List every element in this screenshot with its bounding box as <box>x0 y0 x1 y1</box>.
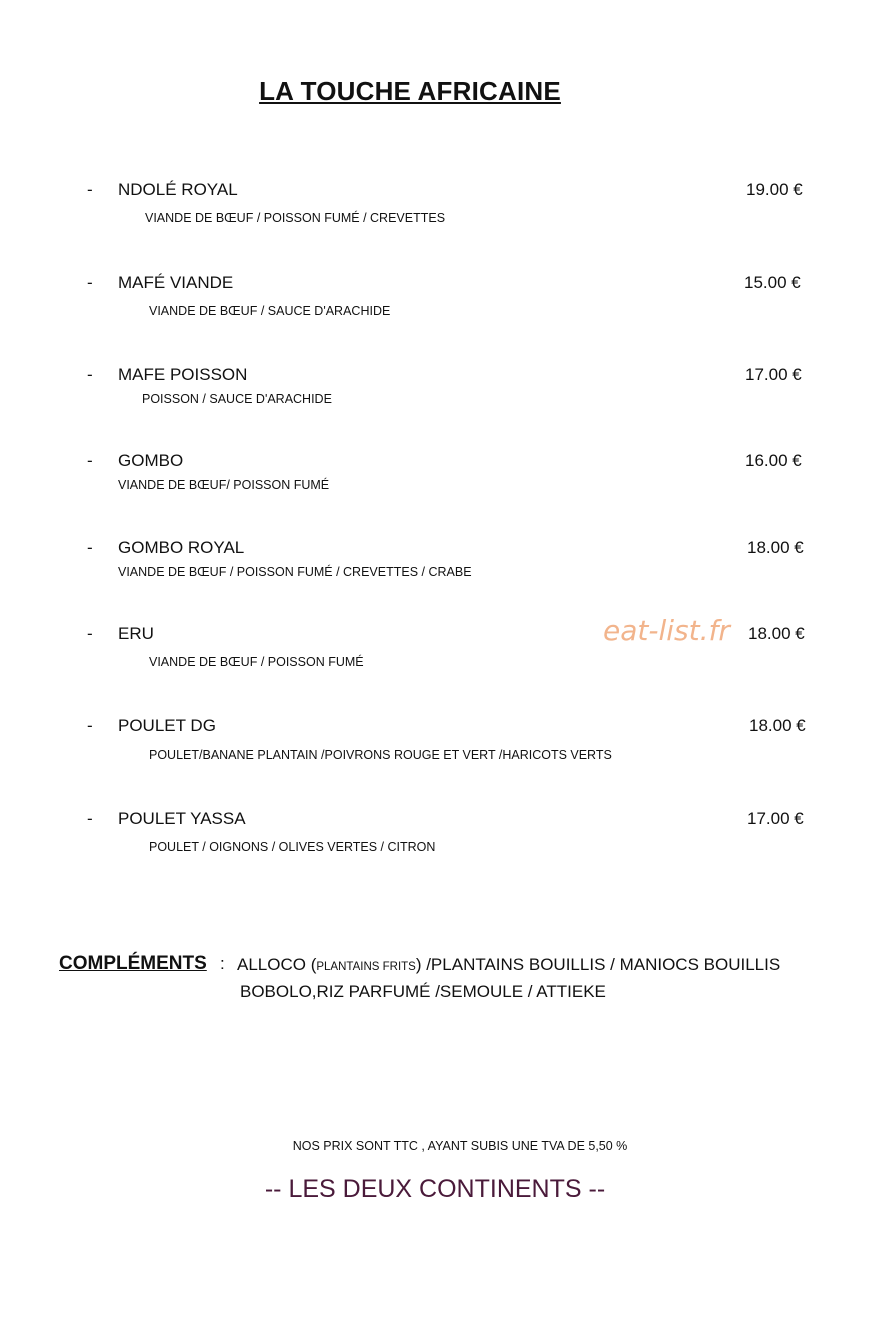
complements-line-2: BOBOLO,RIZ PARFUMÉ /SEMOULE / ATTIEKE <box>240 982 606 1001</box>
item-name: NDOLÉ ROYAL <box>118 180 238 199</box>
item-description: VIANDE DE BŒUF/ POISSON FUMÉ <box>118 478 330 492</box>
item-description: VIANDE DE BŒUF / SAUCE D'ARACHIDE <box>149 304 391 318</box>
complements-line-1-small: PLANTAINS FRITS <box>316 961 416 973</box>
item-price: 18.00 € <box>749 716 806 735</box>
item-bullet: - <box>87 180 93 199</box>
item-price: 19.00 € <box>746 180 803 199</box>
item-price: 18.00 € <box>748 624 805 643</box>
item-description: VIANDE DE BŒUF / POISSON FUMÉ / CREVETTES <box>145 211 446 225</box>
complements-colon: : <box>220 954 225 973</box>
complements-line-1b: ) /PLANTAINS BOUILLIS / MANIOCS BOUILLIS <box>415 955 781 974</box>
item-bullet: - <box>87 624 93 643</box>
item-bullet: - <box>87 365 93 384</box>
complements-label: COMPLÉMENTS <box>59 953 207 974</box>
item-price: 17.00 € <box>745 365 802 384</box>
item-price: 17.00 € <box>747 809 804 828</box>
item-bullet: - <box>87 809 93 828</box>
item-name: POULET YASSA <box>118 809 246 828</box>
tax-note: NOS PRIX SONT TTC , AYANT SUBIS UNE TVA DE 5,50 % <box>292 1139 628 1153</box>
watermark-logo: eat-list.fr <box>603 614 730 647</box>
restaurant-name-footer: -- LES DEUX CONTINENTS -- <box>264 1175 606 1203</box>
item-name: POULET DG <box>118 716 216 735</box>
item-description: POULET/BANANE PLANTAIN /POIVRONS ROUGE ET VERT /HARICOTS VERTS <box>149 748 612 762</box>
item-description: POULET / OIGNONS / OLIVES VERTES / CITRON <box>149 840 436 854</box>
item-price: 18.00 € <box>747 538 804 557</box>
item-bullet: - <box>87 538 93 557</box>
item-name: GOMBO <box>118 451 184 470</box>
item-description: VIANDE DE BŒUF / POISSON FUMÉ / CREVETTES / CRABE <box>118 565 472 579</box>
item-bullet: - <box>87 451 93 470</box>
item-name: MAFÉ VIANDE <box>118 273 234 292</box>
complements-line-1 <box>237 955 780 975</box>
item-bullet: - <box>87 273 93 292</box>
item-name: ERU <box>118 624 154 643</box>
item-bullet: - <box>87 716 93 735</box>
item-price: 15.00 € <box>744 273 801 292</box>
item-description: POISSON / SAUCE D'ARACHIDE <box>142 392 332 406</box>
item-name: MAFE POISSON <box>118 365 248 384</box>
menu-title: LA TOUCHE AFRICAINE <box>259 76 561 106</box>
item-description: VIANDE DE BŒUF / POISSON FUMÉ <box>149 655 364 669</box>
item-price: 16.00 € <box>745 451 802 470</box>
item-name: GOMBO ROYAL <box>118 538 245 557</box>
complements-line-1a: ALLOCO ( <box>237 955 317 974</box>
